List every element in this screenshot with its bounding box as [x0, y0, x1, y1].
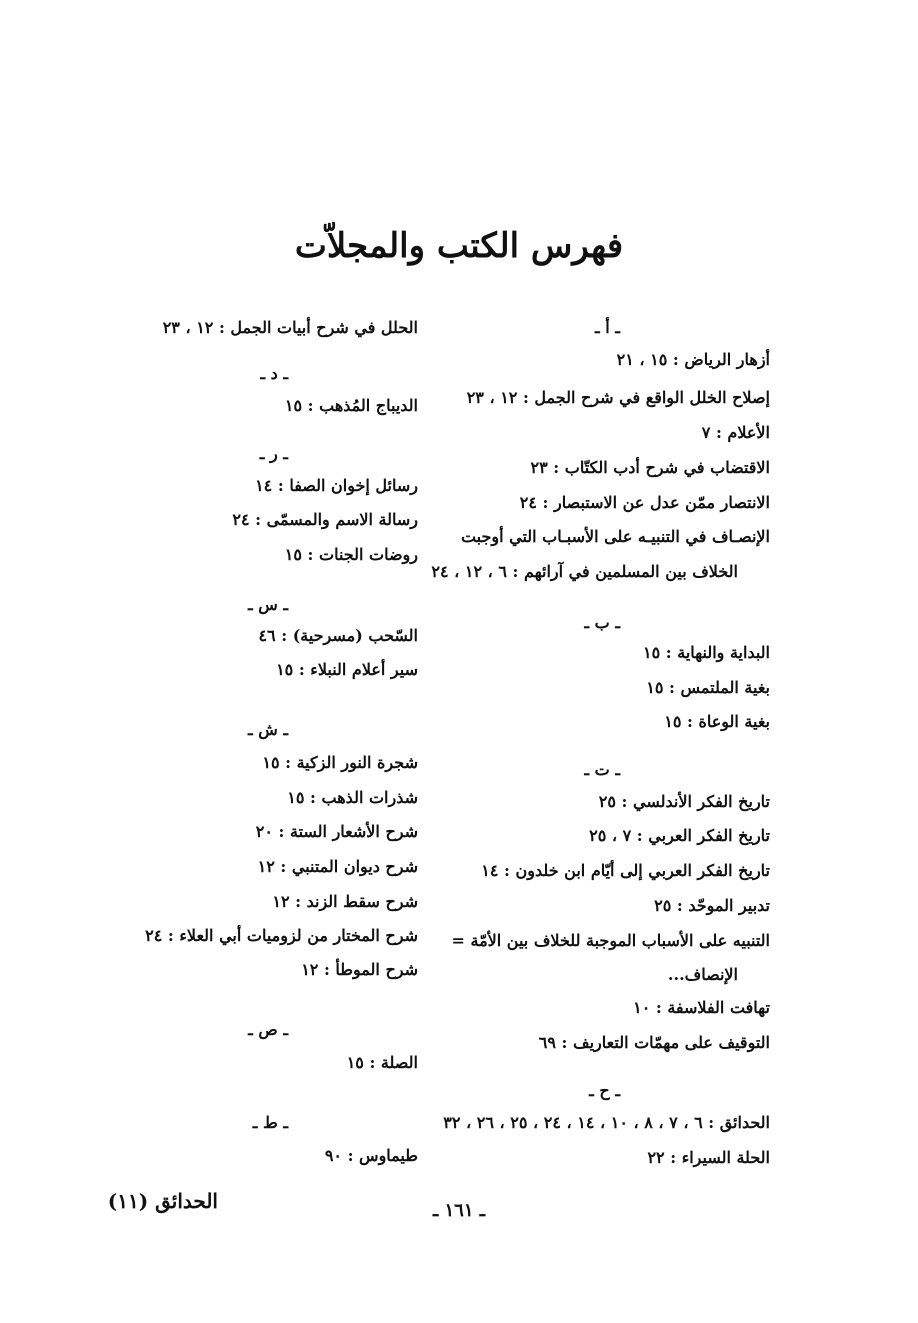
- index-entry: بغية الملتمس : ١٥: [646, 678, 770, 697]
- footer-book-name: الحدائق (١١): [107, 1189, 218, 1213]
- index-entry: الإنصـاف في التنبيـه على الأسبـاب التي أوجبت: [460, 527, 770, 546]
- index-entry: روضات الجنات : ١٥: [284, 545, 418, 564]
- index-entry: رسالة الاسم والمسمّى : ٢٤: [232, 510, 418, 529]
- index-entry: الصلة : ١٥: [346, 1053, 418, 1072]
- index-entry: الحلل في شرح أبيات الجمل : ١٢ ، ٢٣: [162, 318, 418, 337]
- index-entry: رسائل إخوان الصفا : ١٤: [255, 476, 418, 495]
- index-entry: شذرات الذهب : ١٥: [287, 788, 418, 807]
- index-entry: إصلاح الخلل الواقع في شرح الجمل : ١٢ ، ٢٣: [466, 388, 770, 407]
- index-entry: طيماوس : ٩٠: [324, 1146, 418, 1165]
- index-entry: تاريخ الفكر الأندلسي : ٢٥: [598, 792, 770, 811]
- section-header-ra: ـ ر ـ: [259, 444, 288, 463]
- index-entry-continuation: الخلاف بين المسلمين في آرائهم : ٦ ، ١٢ ، ٢٤: [431, 562, 738, 581]
- index-entry: سير أعلام النبلاء : ١٥: [276, 660, 418, 679]
- section-header-ha: ـ ح ـ: [589, 1081, 620, 1100]
- index-entry: بغية الوعاة : ١٥: [664, 712, 770, 731]
- index-entry: شرح الأشعار الستة : ٢٠: [255, 822, 418, 841]
- index-entry: الانتصار ممّن عدل عن الاستبصار : ٢٤: [519, 493, 770, 512]
- index-entry: الاقتضاب في شرح أدب الكتّاب : ٢٣: [530, 458, 770, 477]
- index-entry: التنبيه على الأسباب الموجبة للخلاف بين الأمّة =: [451, 931, 770, 950]
- index-entry: الحدائق : ٦ ، ٧ ، ٨ ، ١٠ ، ١٤ ، ٢٤ ، ٢٥ ، ٢٦ ، ٣٢: [443, 1113, 770, 1132]
- index-entry: البداية والنهاية : ١٥: [643, 643, 770, 662]
- index-entry: تهافت الفلاسفة : ١٠: [633, 998, 770, 1017]
- index-entry: شرح الموطأ : ١٢: [301, 960, 418, 979]
- index-entry: تدبير الموحّد : ٢٥: [654, 896, 770, 915]
- section-header-ta: ـ ت ـ: [584, 760, 620, 779]
- index-entry: شرح سقط الزند : ١٢: [272, 892, 418, 911]
- index-entry: تاريخ الفكر العربي : ٧ ، ٢٥: [589, 826, 770, 845]
- section-header-sin: ـ س ـ: [247, 595, 288, 614]
- index-entry: تاريخ الفكر العربي إلى أيّام ابن خلدون : ١٤: [481, 861, 770, 880]
- page-title: فهرس الكتب والمجلاّت: [294, 226, 624, 266]
- index-entry: التوقيف على مهمّات التعاريف : ٦٩: [538, 1033, 770, 1052]
- index-entry-continuation: الإنصاف...: [667, 965, 738, 984]
- index-entry: الديباج المُذهب : ١٥: [284, 396, 418, 415]
- index-entry: أزهار الرياض : ١٥ ، ٢١: [616, 350, 770, 369]
- section-header-shin: ـ ش ـ: [247, 720, 288, 739]
- page-number: ـ ١٦١ ـ: [432, 1200, 486, 1221]
- section-header-ba: ـ ب ـ: [584, 613, 620, 632]
- index-entry: شرح المختار من لزوميات أبي العلاء : ٢٤: [145, 926, 418, 945]
- index-entry: الأعلام : ٧: [701, 423, 770, 442]
- index-entry: السّحب (مسرحية) : ٤٦: [258, 626, 418, 645]
- index-entry: شجرة النور الزكية : ١٥: [262, 753, 418, 772]
- section-header-sad: ـ ص ـ: [248, 1020, 288, 1039]
- section-header-ta2: ـ ط ـ: [252, 1113, 288, 1132]
- section-header-dal: ـ د ـ: [260, 364, 288, 383]
- section-header-alif: ـ أ ـ: [595, 318, 620, 337]
- index-entry: الحلة السيراء : ٢٢: [647, 1148, 770, 1167]
- index-entry: شرح ديوان المتنبي : ١٢: [257, 857, 418, 876]
